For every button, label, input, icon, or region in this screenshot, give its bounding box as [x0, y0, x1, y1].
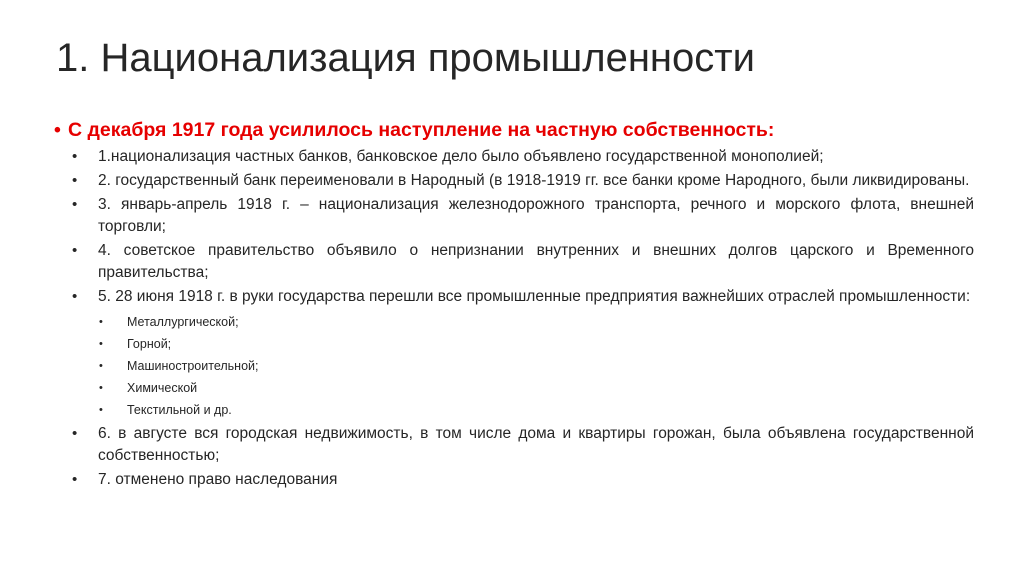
- measures-list: [54, 146, 974, 308]
- sublist-item: [54, 333, 974, 355]
- bullet-icon: •: [99, 338, 103, 350]
- list-item: [54, 423, 974, 467]
- sublist-item-text: Машиностроительной;: [127, 359, 259, 373]
- sublist-item-text: Химической: [127, 381, 198, 395]
- sublist-item-text: Металлургической;: [127, 315, 239, 329]
- list-item-text: 1.национализация частных банков, банковское дело было объявлено государственной монополией;: [98, 148, 824, 165]
- sublist-item: [54, 399, 974, 421]
- bullet-icon: •: [72, 471, 78, 488]
- bullet-icon: •: [72, 288, 78, 305]
- bullet-icon: •: [72, 196, 78, 213]
- list-item: [54, 170, 974, 192]
- list-item: [54, 146, 974, 168]
- measures-list-continued: [54, 423, 974, 491]
- bullet-icon: •: [72, 148, 78, 165]
- sublist-item-text: Горной;: [127, 337, 172, 351]
- sublist-item: [54, 311, 974, 333]
- sublist-item: [54, 355, 974, 377]
- slide-title: 1. Национализация промышленности: [56, 36, 755, 80]
- bullet-icon: •: [72, 242, 78, 259]
- bullet-icon: •: [99, 316, 103, 328]
- list-item: [54, 469, 974, 491]
- list-item: [54, 286, 974, 308]
- list-item: [54, 240, 974, 284]
- industries-sublist: [54, 311, 974, 421]
- bullet-icon: •: [54, 119, 61, 141]
- bullet-icon: •: [99, 382, 103, 394]
- bullet-icon: •: [72, 172, 78, 189]
- list-item-text: 3. январь-апрель 1918 г. – национализация железнодорожного транспорта, речного и морского флота, внешней торговли;: [98, 196, 974, 235]
- slide-content: [54, 116, 974, 493]
- list-item-text: 6. в августе вся городская недвижимость, в том числе дома и квартиры горожан, была объявлена государственной собственностью;: [98, 425, 974, 464]
- sublist-item-text: Текстильной и др.: [127, 403, 232, 417]
- section-heading: [54, 116, 974, 144]
- bullet-icon: •: [99, 360, 103, 372]
- section-heading-text: С декабря 1917 года усилилось наступление на частную собственность:: [68, 119, 775, 141]
- list-item-text: 5. 28 июня 1918 г. в руки государства перешли все промышленные предприятия важнейших отраслей промышленности:: [98, 288, 971, 305]
- bullet-icon: •: [72, 425, 78, 442]
- list-item-text: 4. советское правительство объявило о непризнании внутренних и внешних долгов царского и Временного правительства;: [98, 242, 974, 281]
- bullet-icon: •: [99, 404, 103, 416]
- sublist-item: [54, 377, 974, 399]
- list-item-text: 2. государственный банк переименовали в Народный (в 1918-1919 гг. все банки кроме Народного, были ликвидированы.: [98, 172, 970, 189]
- list-item-text: 7. отменено право наследования: [98, 471, 338, 488]
- list-item: [54, 194, 974, 238]
